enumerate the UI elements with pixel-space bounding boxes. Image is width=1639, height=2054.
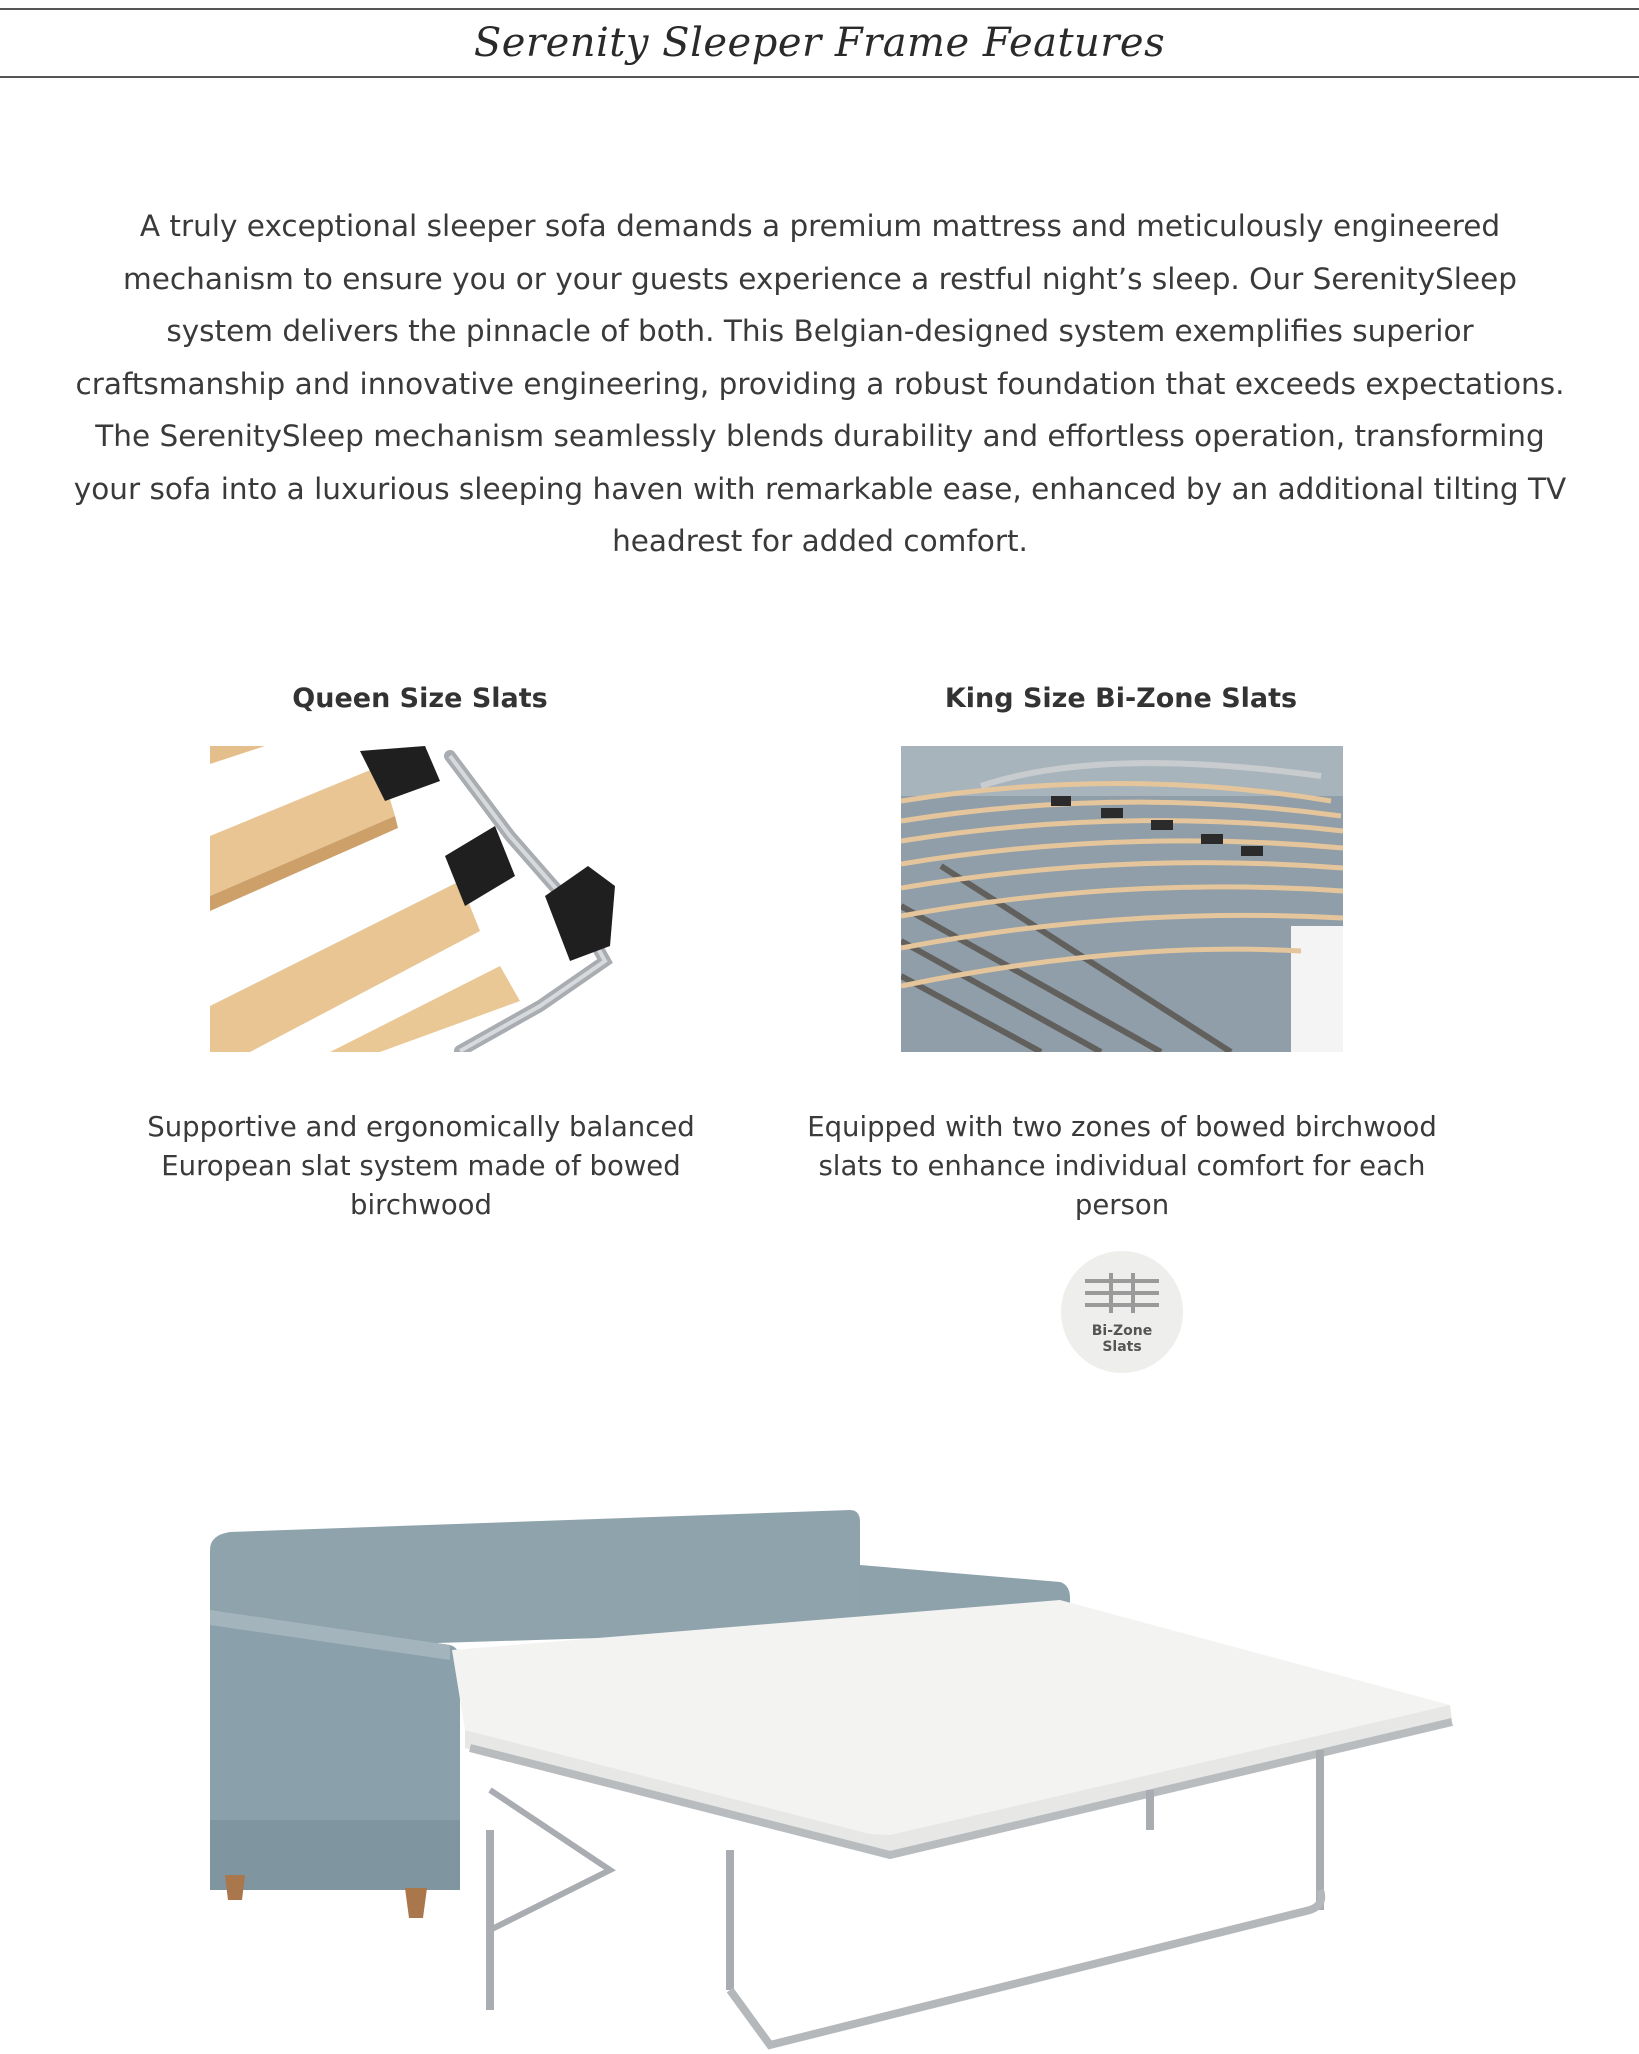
king-slats-description: Equipped with two zones of bowed birchwood slats to enhance individual comfort for each person xyxy=(807,1111,1437,1221)
intro-line: craftsmanship and innovative engineering, providing a robust foundation that exceeds expectations. xyxy=(75,366,1565,401)
queen-slats-image xyxy=(210,746,634,1052)
intro-line: A truly exceptional sleeper sofa demands a premium mattress and meticulously engineered xyxy=(139,209,1501,243)
intro-line: your sofa into a luxurious sleeping haven with remarkable ease, enhanced by an additional tilting TV xyxy=(73,471,1567,506)
intro-paragraph xyxy=(20,200,1620,568)
queen-slats-description: Supportive and ergonomically balanced European slat system made of bowed birchwood xyxy=(147,1111,695,1221)
badge-label-line2: Slats xyxy=(1102,1339,1142,1355)
intro-line: headrest for added comfort. xyxy=(612,524,1028,558)
queen-slats-title: Queen Size Slats xyxy=(292,683,548,714)
king-slats-title: King Size Bi-Zone Slats xyxy=(944,683,1298,714)
page-title: Serenity Sleeper Frame Features xyxy=(473,20,1166,66)
intro-line: The SerenitySleep mechanism seamlessly blends durability and effortless operation, transforming xyxy=(95,419,1545,453)
title-bar xyxy=(0,8,1639,78)
badge-label-line1: Bi-Zone xyxy=(1091,1323,1153,1339)
intro-line: mechanism to ensure you or your guests experience a restful night’s sleep. Our SerenitySleep xyxy=(123,261,1517,296)
sofa-bed-image xyxy=(190,1490,1470,2054)
bi-zone-badge xyxy=(1061,1251,1183,1373)
intro-line: system delivers the pinnacle of both. This Belgian-designed system exemplifies superior xyxy=(166,314,1474,348)
slats-icon xyxy=(1085,1273,1159,1317)
king-slats-image xyxy=(901,746,1343,1052)
